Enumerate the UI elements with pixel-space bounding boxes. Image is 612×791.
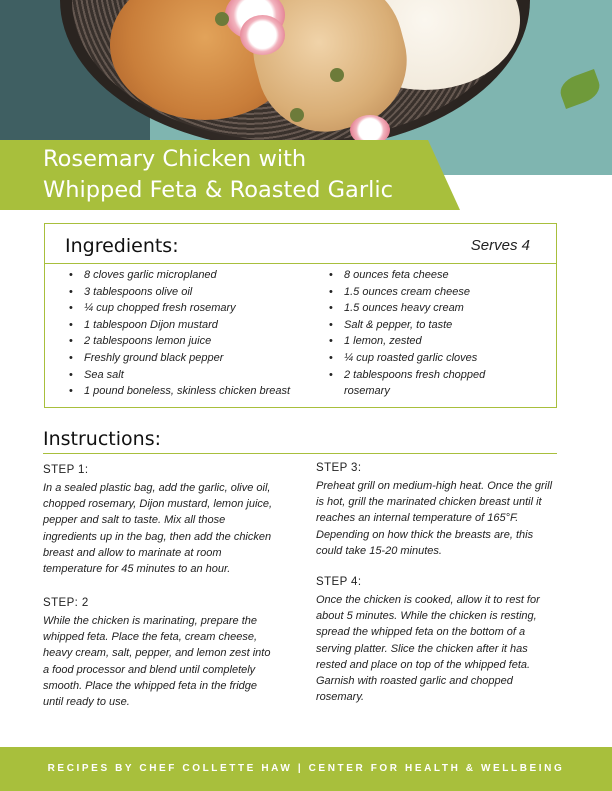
ingredient-item: • Sea salt [84, 367, 324, 384]
ingredient-item: • 2 tablespoons fresh chopped rosemary [344, 367, 524, 400]
step-2-text: While the chicken is marinating, prepare the whipped feta. Place the feta, cream cheese, heavy cream, salt, pepper, and lemon zest into a food processor and blend until completely smooth. Place the whipped feta in the fridge until ready to use. [43, 615, 271, 709]
serves-label: Serves 4 [470, 237, 530, 254]
ingredient-item: • 3 tablespoons olive oil [84, 284, 324, 301]
ingredient-item: • ¼ cup chopped fresh rosemary [84, 300, 324, 317]
ingredient-item: • 1 tablespoon Dijon mustard [84, 317, 324, 334]
step-4-text: Once the chicken is cooked, allow it to rest for about 5 minutes. While the chicken is resting, spread the whipped feta on the bottom of a serving platter. Slice the chicken after it has rested and place on top of the whipped feta. Garnish with roasted garlic and chopped rosemary. [316, 594, 540, 704]
ingredients-divider [45, 263, 556, 264]
ingredient-item: • ¼ cup roasted garlic cloves [344, 350, 524, 367]
radish-slice [240, 15, 285, 55]
step-1-text: In a sealed plastic bag, add the garlic, olive oil, chopped rosemary, Dijon mustard, lemon juice, pepper and salt to taste. Mix all those ingredients up in the bag, then add the chicken breast and allow to marinate at room temperature for 45 minutes to an hour. [43, 482, 273, 576]
ingredient-item: • Freshly ground black pepper [84, 350, 324, 367]
recipe-title-line-1: Rosemary Chicken with [43, 146, 307, 172]
step-4-title: STEP 4: [316, 576, 362, 588]
ingredient-item: • 8 cloves garlic microplaned [84, 267, 324, 284]
ingredient-item: • 8 ounces feta cheese [344, 267, 524, 284]
ingredients-box [44, 223, 557, 408]
caper [290, 108, 304, 122]
step-3-title: STEP 3: [316, 462, 362, 474]
recipe-title [43, 144, 463, 206]
step-1-title: STEP 1: [43, 464, 89, 476]
instructions-divider [43, 453, 557, 454]
ingredient-item: • 1 pound boneless, skinless chicken breast [84, 383, 324, 400]
caper [215, 12, 229, 26]
caper [330, 68, 344, 82]
step-2-title: STEP: 2 [43, 597, 89, 609]
ingredient-item: • 2 tablespoons lemon juice [84, 333, 324, 350]
basil-leaf [556, 69, 603, 109]
ingredients-heading: Ingredients: [65, 235, 179, 257]
step-3-text: Preheat grill on medium-high heat. Once the grill is hot, grill the marinated chicken breast until it reaches an internal temperature of 165°F. Depending on how thick the breasts are, this could take 15-20 minutes. [316, 480, 553, 557]
instructions-heading: Instructions: [43, 428, 161, 450]
ingredient-item: • 1.5 ounces cream cheese [344, 284, 524, 301]
recipe-title-line-2: Whipped Feta & Roasted Garlic [43, 177, 393, 203]
ingredient-item: • 1 lemon, zested [344, 333, 524, 350]
ingredients-list-right [344, 267, 524, 400]
ingredient-item: • Salt & pepper, to taste [344, 317, 524, 334]
ingredient-item: • 1.5 ounces heavy cream [344, 300, 524, 317]
ingredients-list-left [84, 267, 324, 400]
footer-credit: RECIPES BY CHEF COLLETTE HAW | CENTER FOR HEALTH & WELLBEING [47, 763, 565, 774]
